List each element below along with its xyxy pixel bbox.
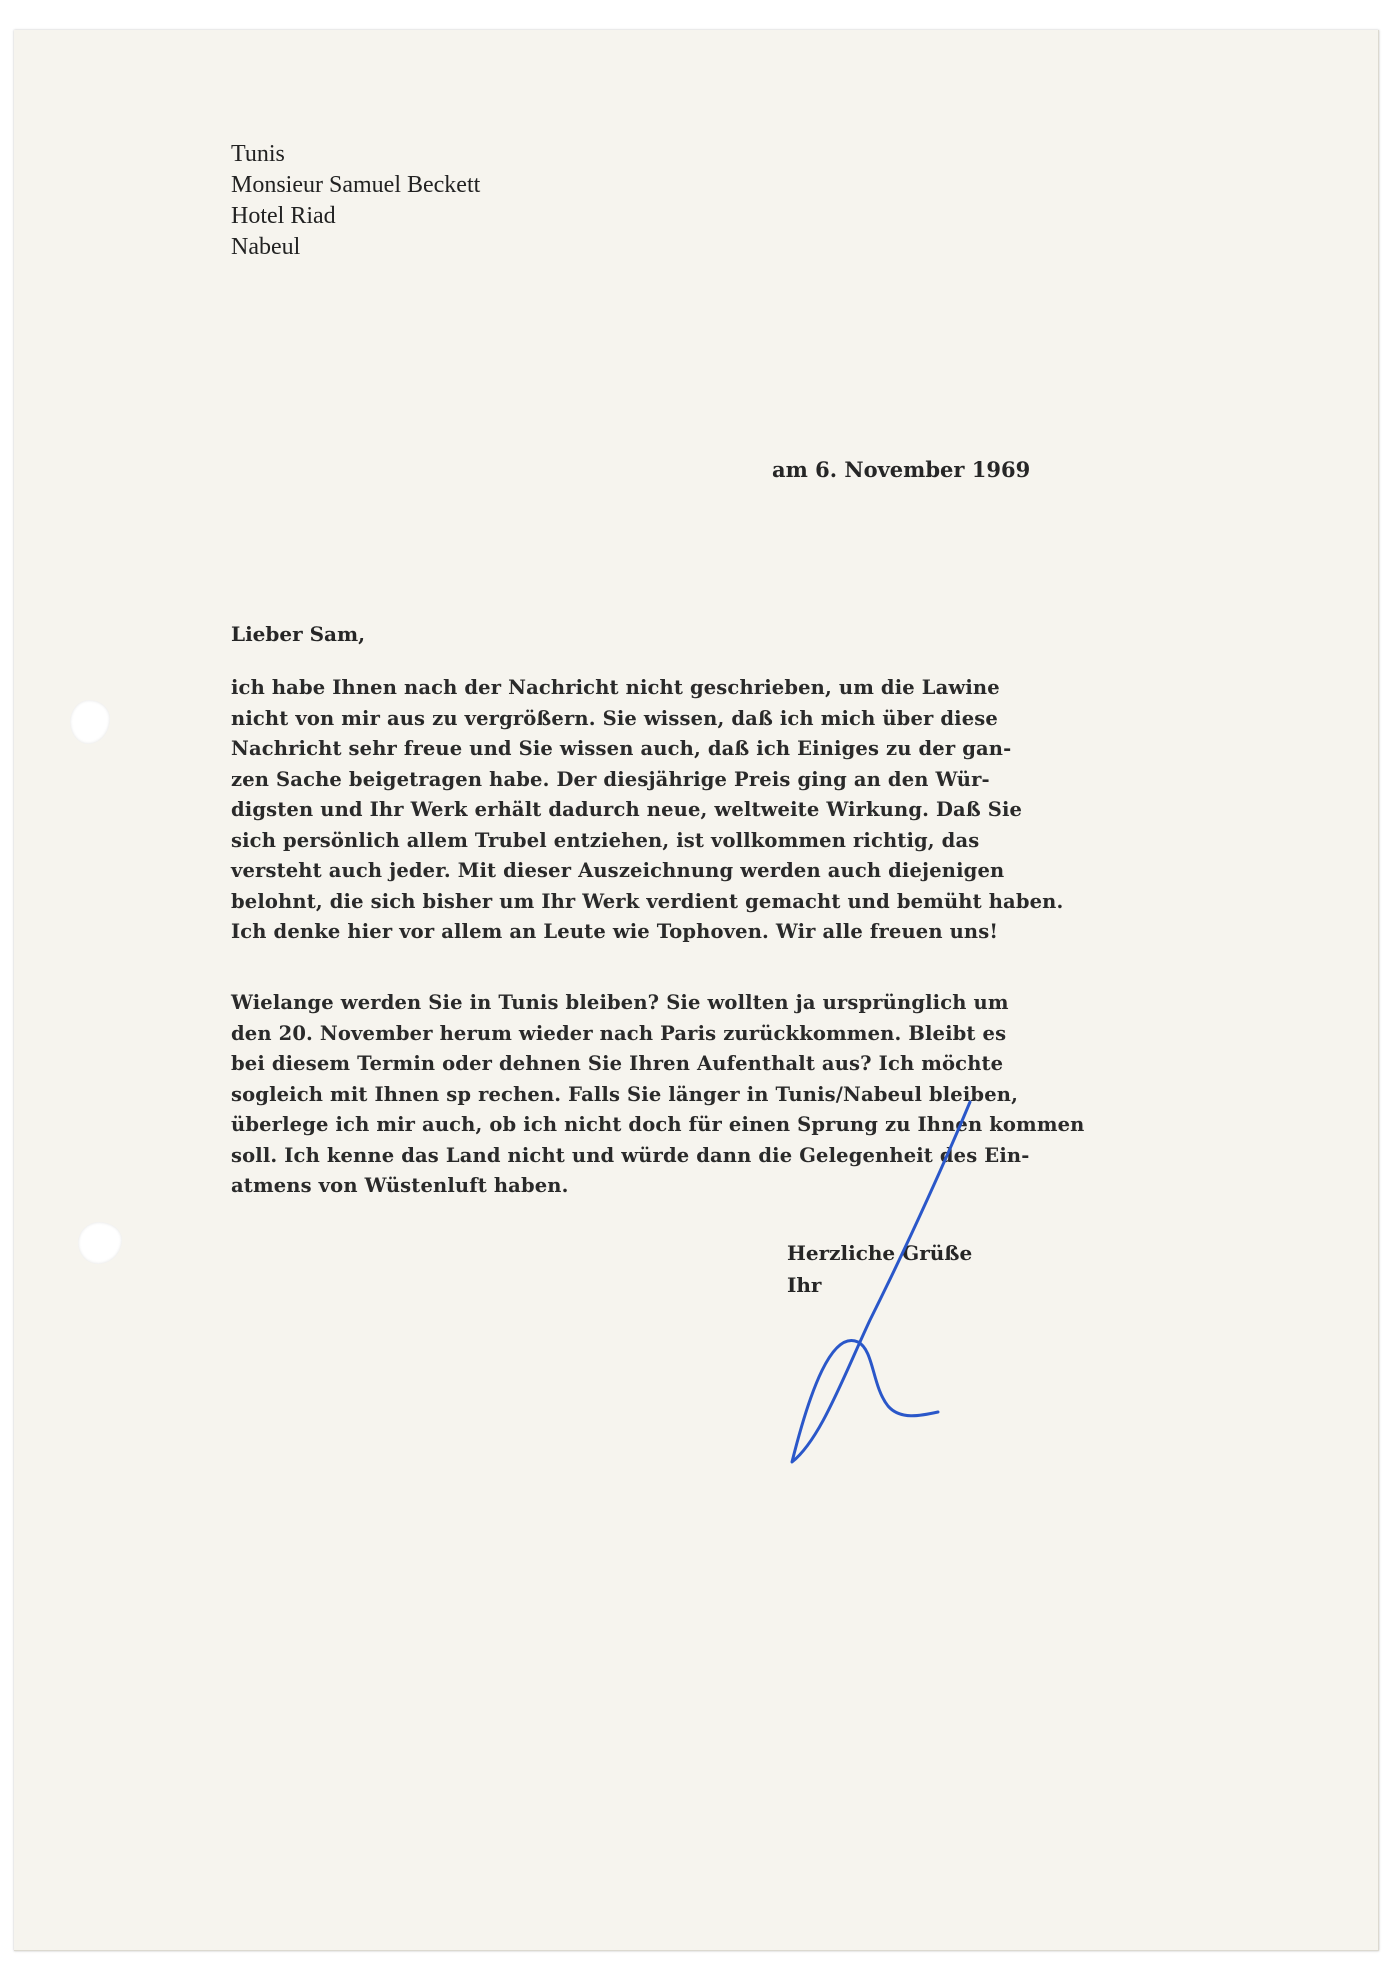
- body-paragraph-1: [231, 673, 1063, 948]
- text-line: ich habe Ihnen nach der Nachricht nicht geschrieben, um die Lawine: [231, 676, 1000, 699]
- address-line: Monsieur Samuel Beckett: [231, 172, 481, 198]
- text-line: zen Sache beigetragen habe. Der diesjährige Preis ging an den Wür-: [231, 767, 990, 791]
- text-line: Ich denke hier vor allem an Leute wie Tophoven. Wir alle freuen uns!: [231, 920, 999, 943]
- text-line: nicht von mir aus zu vergrößern. Sie wissen, daß ich mich über diese: [231, 706, 998, 730]
- text-line: sich persönlich allem Trubel entziehen, ist vollkommen richtig, das: [231, 828, 980, 852]
- text-line: Nachricht sehr freue und Sie wissen auch, daß ich Einiges zu der gan-: [231, 737, 1012, 760]
- address-line: Hotel Riad: [231, 203, 336, 229]
- handwritten-signature-icon: [770, 1080, 1010, 1480]
- text-line: bei diesem Termin oder dehnen Sie Ihren Aufenthalt aus? Ich möchte: [231, 1052, 1004, 1075]
- text-line: versteht auch jeder. Mit dieser Auszeichnung werden auch diejenigen: [231, 859, 1005, 882]
- closing-greeting: Herzliche Grüße: [787, 1241, 973, 1265]
- text-line: soll. Ich kenne das Land nicht und würde dann die Gelegenheit des Ein-: [231, 1143, 1030, 1167]
- text-line: sogleich mit Ihnen sp rechen. Falls Sie länger in Tunis/Nabeul bleiben,: [231, 1082, 1019, 1106]
- address-line: Nabeul: [231, 234, 301, 260]
- text-line: Wielange werden Sie in Tunis bleiben? Sie wollten ja ursprünglich um: [231, 991, 1009, 1014]
- salutation: Lieber Sam,: [231, 622, 366, 646]
- letter-date: am 6. November 1969: [772, 457, 1031, 482]
- address-line: Tunis: [231, 141, 285, 167]
- text-line: atmens von Wüstenluft haben.: [231, 1174, 569, 1197]
- closing-sign-off: Ihr: [787, 1273, 822, 1297]
- text-line: überlege ich mir auch, ob ich nicht doch für einen Sprung zu Ihnen kommen: [231, 1113, 1085, 1136]
- text-line: digsten und Ihr Werk erhält dadurch neue, weltweite Wirkung. Daß Sie: [231, 798, 1023, 821]
- recipient-address: [231, 139, 480, 263]
- text-line: den 20. November herum wieder nach Paris zurückkommen. Bleibt es: [231, 1021, 1007, 1045]
- text-line: belohnt, die sich bisher um Ihr Werk verdient gemacht und bemüht haben.: [231, 889, 1064, 913]
